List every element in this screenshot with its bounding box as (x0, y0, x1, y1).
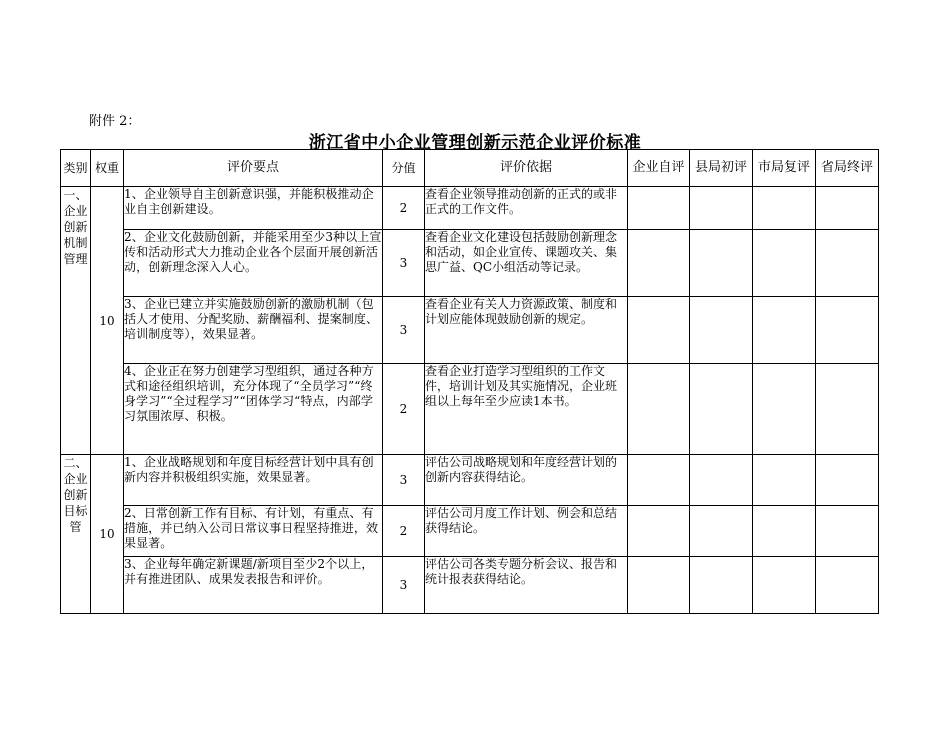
table-row (61, 230, 879, 297)
category-cell: 一、企业创新机制管理 (61, 187, 91, 455)
point-text: 2、日常创新工作有目标、有计划，有重点、有措施，并已纳入公司日常议事日程坚持推进，效果显著。 (124, 506, 379, 550)
city-eval-cell[interactable] (753, 455, 816, 506)
point-cell (124, 455, 383, 506)
self-eval-cell[interactable] (628, 187, 690, 230)
county-eval-cell[interactable] (690, 364, 753, 455)
point-cell (124, 187, 383, 230)
point-text: 3、企业已建立并实施鼓励创新的激励机制（包括人才使用、分配奖励、薪酬福利、提案制度、培训制度等），效果显著。 (124, 297, 379, 341)
table-row (61, 506, 879, 557)
document-title: 浙江省中小企业管理创新示范企业评价标准 (308, 133, 642, 153)
self-eval-cell[interactable] (628, 364, 690, 455)
province-eval-cell[interactable] (816, 230, 879, 297)
score-cell: 3 (383, 557, 425, 614)
county-eval-cell[interactable] (690, 187, 753, 230)
county-eval-cell[interactable] (690, 506, 753, 557)
county-eval-cell[interactable] (690, 230, 753, 297)
point-text: 1、企业战略规划和年度目标经营计划中具有创新内容并积极组织实施，效果显著。 (124, 455, 374, 484)
basis-cell (425, 506, 628, 557)
basis-text: 查看企业有关人力资源政策、制度和计划应能体现鼓励创新的规定。 (425, 297, 618, 326)
basis-cell (425, 455, 628, 506)
province-eval-cell[interactable] (816, 187, 879, 230)
header-weight: 权重 (91, 150, 124, 187)
point-text: 3、企业每年确定新课题/新项目至少2个以上，并有推进团队、成果发表报告和评价。 (124, 557, 374, 586)
table-row (61, 364, 879, 455)
self-eval-cell[interactable] (628, 230, 690, 297)
basis-text: 查看企业打造学习型组织的工作文件，培训计划及其实施情况，企业班组以上每年至少应读1本书。 (425, 364, 618, 408)
point-cell (124, 506, 383, 557)
header-province-eval: 省局终评 (816, 150, 879, 187)
province-eval-cell[interactable] (816, 364, 879, 455)
attachment-label: 附件 2： (89, 114, 141, 129)
city-eval-cell[interactable] (753, 364, 816, 455)
score-cell: 2 (383, 364, 425, 455)
score-cell: 2 (383, 187, 425, 230)
score-cell: 3 (383, 297, 425, 364)
score-cell: 2 (383, 506, 425, 557)
province-eval-cell[interactable] (816, 455, 879, 506)
province-eval-cell[interactable] (816, 297, 879, 364)
basis-text: 评估公司战略规划和年度经营计划的创新内容获得结论。 (425, 455, 618, 484)
self-eval-cell[interactable] (628, 557, 690, 614)
table-header-row (61, 150, 879, 187)
city-eval-cell[interactable] (753, 506, 816, 557)
basis-cell (425, 297, 628, 364)
city-eval-cell[interactable] (753, 187, 816, 230)
header-city-eval: 市局复评 (753, 150, 816, 187)
point-text: 4、企业正在努力创建学习型组织，通过各种方式和途径组织培训，充分体现了“全员学习”“终身学习”“全过程学习”“团体学习“特点，内部学习氛围浓厚、积极。 (124, 364, 374, 423)
point-cell (124, 557, 383, 614)
province-eval-cell[interactable] (816, 557, 879, 614)
county-eval-cell[interactable] (690, 455, 753, 506)
basis-cell (425, 230, 628, 297)
self-eval-cell[interactable] (628, 506, 690, 557)
county-eval-cell[interactable] (690, 297, 753, 364)
point-cell (124, 230, 383, 297)
city-eval-cell[interactable] (753, 557, 816, 614)
point-cell (124, 364, 383, 455)
province-eval-cell[interactable] (816, 506, 879, 557)
table-row (61, 187, 879, 230)
header-score: 分值 (383, 150, 425, 187)
point-text: 2、企业文化鼓励创新，并能采用至少3种以上宣传和活动形式大力推动企业各个层面开展创新活动，创新理念深入人心。 (124, 230, 382, 274)
basis-text: 评估公司各类专题分析会议、报告和统计报表获得结论。 (425, 557, 618, 586)
county-eval-cell[interactable] (690, 557, 753, 614)
basis-text: 查看企业领导推动创新的正式的或非正式的工作文件。 (425, 187, 618, 216)
point-text: 1、企业领导自主创新意识强，并能积极推动企业自主创新建设。 (124, 187, 374, 216)
header-basis: 评价依据 (425, 150, 628, 187)
basis-text: 查看企业文化建设包括鼓励创新理念和活动，如企业宣传、课题攻关、集思广益、QC小组活动等记录。 (425, 230, 618, 274)
basis-cell (425, 557, 628, 614)
score-cell: 3 (383, 230, 425, 297)
category-cell: 二、企业创新目标管 (61, 455, 91, 614)
table-row (61, 297, 879, 364)
table-row (61, 557, 879, 614)
header-self-eval: 企业自评 (628, 150, 690, 187)
score-cell: 3 (383, 455, 425, 506)
evaluation-table (60, 149, 879, 614)
basis-cell (425, 187, 628, 230)
self-eval-cell[interactable] (628, 297, 690, 364)
city-eval-cell[interactable] (753, 297, 816, 364)
header-category: 类别 (61, 150, 91, 187)
basis-cell (425, 364, 628, 455)
basis-text: 评估公司月度工作计划、例会和总结获得结论。 (425, 506, 618, 535)
table-row (61, 455, 879, 506)
point-cell (124, 297, 383, 364)
weight-cell: 10 (91, 455, 124, 614)
header-points: 评价要点 (124, 150, 383, 187)
city-eval-cell[interactable] (753, 230, 816, 297)
self-eval-cell[interactable] (628, 455, 690, 506)
header-county-eval: 县局初评 (690, 150, 753, 187)
weight-cell: 10 (91, 187, 124, 455)
